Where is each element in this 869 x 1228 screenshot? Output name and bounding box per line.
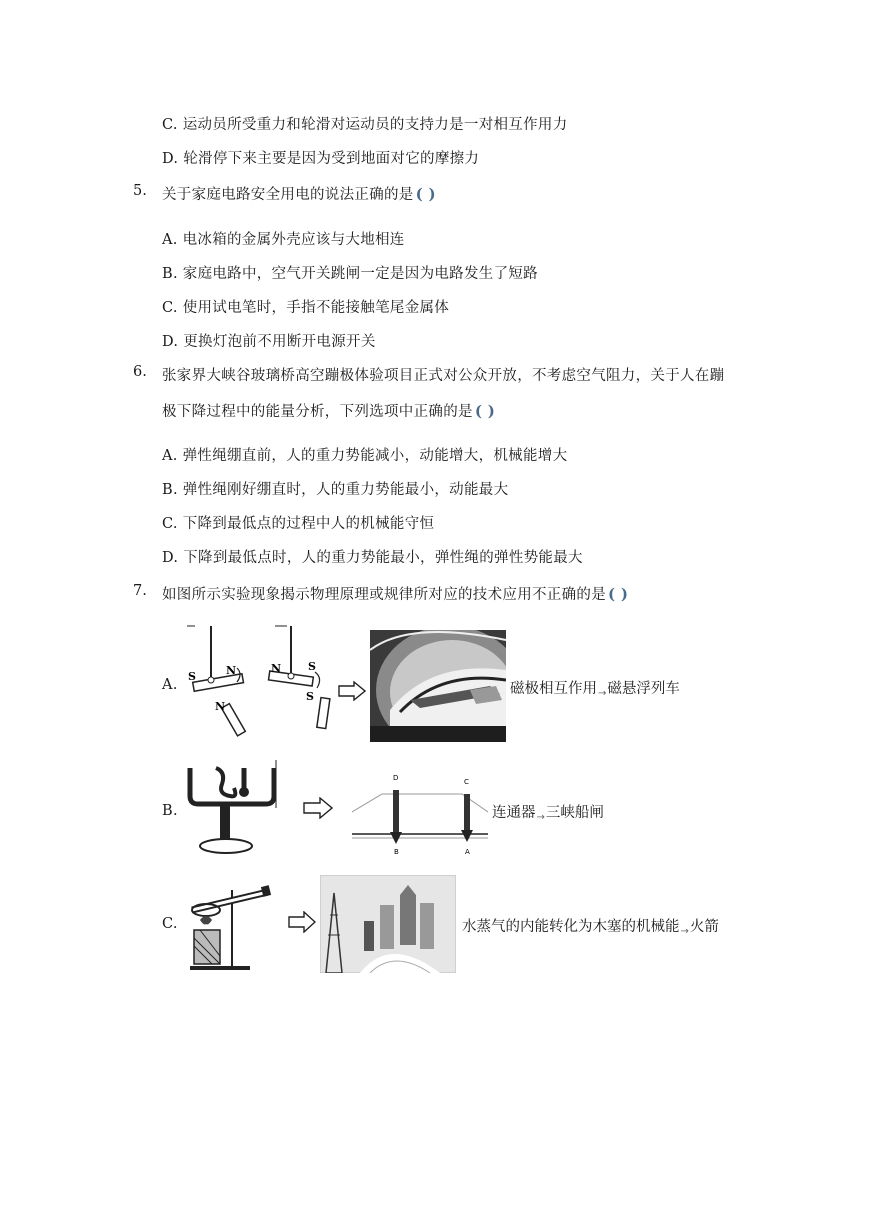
q7-answer-paren: ( )	[608, 585, 629, 603]
q5-option-c: C. 使用试电笔时，手指不能接触笔尾金属体	[162, 300, 450, 316]
magnet-pole-label: N	[226, 664, 237, 677]
q7-option-b-label: B.	[162, 803, 178, 819]
rocket-launch-photo	[320, 875, 456, 973]
q5-stem	[162, 183, 436, 204]
q7-a-application: 磁悬浮列车	[607, 681, 680, 697]
q7-stem-text: 如图所示实验现象揭示物理原理或规律所对应的技术应用不正确的是	[162, 587, 606, 603]
q5-stem-text: 关于家庭电路安全用电的说法正确的是	[162, 187, 414, 203]
magnet-pole-label: S	[308, 660, 316, 673]
magnet-pole-label: S	[188, 670, 196, 683]
q7-stem	[162, 583, 628, 604]
q5-option-d: D. 更换灯泡前不用断开电源开关	[162, 334, 376, 350]
q6-option-c: C. 下降到最低点的过程中人的机械能守恒	[162, 516, 435, 532]
connected-vessel-figure	[186, 760, 281, 856]
arrow-small-icon: →	[598, 688, 607, 699]
q7-b-application: 三峡船闸	[545, 805, 604, 821]
arrow-right-icon	[303, 797, 333, 819]
gate-label: A	[465, 848, 470, 856]
q5-answer-paren: ( )	[415, 185, 436, 203]
magnet-pole-label: N	[215, 700, 226, 713]
q7-c-principle: 水蒸气的内能转化为木塞的机械能	[462, 919, 680, 935]
q7-a-principle: 磁极相互作用	[510, 681, 597, 697]
arrow-small-icon: →	[536, 812, 545, 823]
q6-answer-paren: ( )	[474, 402, 496, 420]
q6-option-d: D. 下降到最低点时，人的重力势能最小，弹性绳的弹性势能最大	[162, 550, 583, 566]
q6-number: 6.	[133, 364, 147, 380]
q7-option-a-caption	[510, 677, 680, 699]
magnet-experiment-figure	[183, 624, 343, 739]
arrow-right-icon	[338, 681, 366, 701]
q6-option-a: A. 弹性绳绷直前，人的重力势能减小，动能增大，机械能增大	[162, 448, 568, 464]
q7-option-c-caption	[462, 915, 719, 937]
q7-option-a-label: A.	[162, 677, 178, 693]
q5-option-b: B. 家庭电路中，空气开关跳闸一定是因为电路发生了短路	[162, 266, 538, 282]
q4-option-c: C. 运动员所受重力和轮滑对运动员的支持力是一对相互作用力	[162, 117, 568, 133]
arrow-right-icon	[288, 911, 316, 933]
q7-option-b-caption	[492, 801, 604, 823]
q6-stem2-text: 极下降过程中的能量分析，下列选项中正确的是	[162, 404, 473, 420]
q6-stem-line2	[162, 400, 495, 421]
ship-lock-diagram	[352, 772, 488, 858]
gate-label: D	[393, 774, 399, 782]
magnet-pole-label: N	[271, 662, 282, 675]
test-tube-heating-figure	[186, 880, 276, 972]
maglev-train-photo	[370, 630, 506, 742]
q7-number: 7.	[133, 583, 147, 599]
gate-label: C	[464, 778, 469, 786]
q5-number: 5.	[133, 183, 147, 199]
q6-stem-line1: 张家界大峡谷玻璃桥高空蹦极体验项目正式对公众开放，不考虑空气阻力，关于人在蹦	[162, 368, 725, 384]
q5-option-a: A. 电冰箱的金属外壳应该与大地相连	[162, 232, 405, 248]
magnet-pole-label: S	[306, 690, 314, 703]
gate-label: B	[394, 848, 399, 856]
q7-c-application: 火箭	[689, 919, 719, 935]
q6-option-b: B. 弹性绳刚好绷直时，人的重力势能最小，动能最大	[162, 482, 509, 498]
arrow-small-icon: →	[680, 926, 689, 937]
q7-option-c-label: C.	[162, 916, 178, 932]
q4-option-d: D. 轮滑停下来主要是因为受到地面对它的摩擦力	[162, 151, 480, 167]
q7-b-principle: 连通器	[492, 805, 536, 821]
